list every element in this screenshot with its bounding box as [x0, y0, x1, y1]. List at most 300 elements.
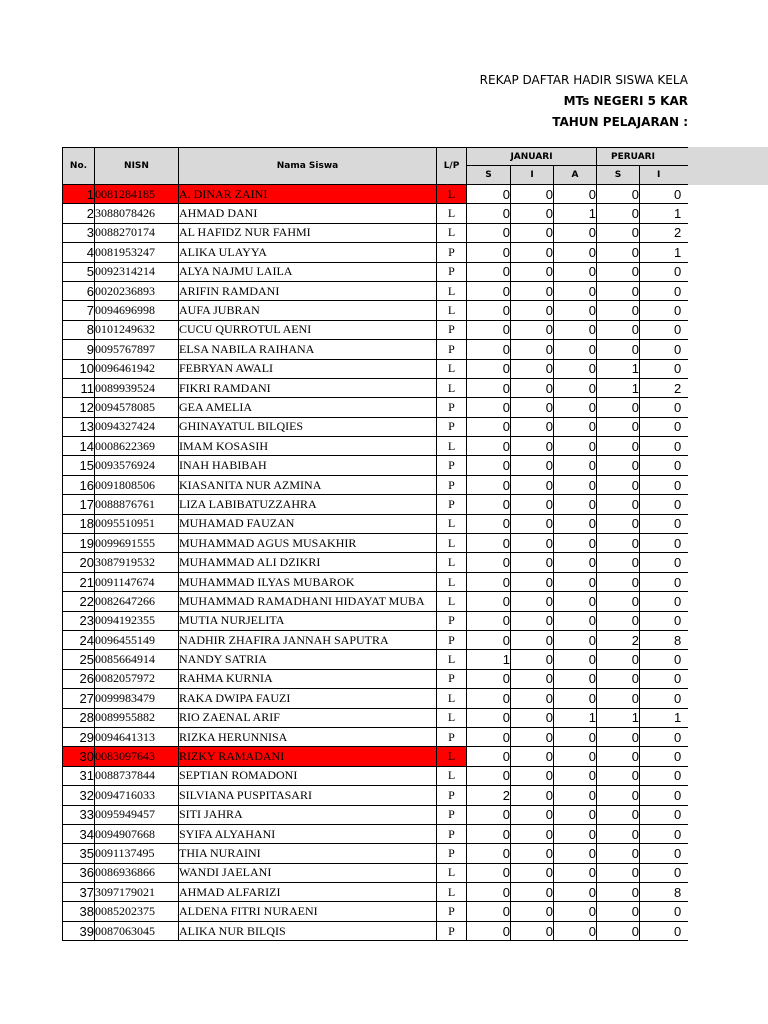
jan-a-cell[interactable]: 0 — [554, 844, 597, 863]
student-row[interactable] — [63, 630, 689, 649]
jan-a-cell[interactable]: 0 — [554, 378, 597, 397]
row-number[interactable]: 30 — [63, 747, 95, 766]
jan-a-cell[interactable]: 0 — [554, 883, 597, 902]
jan-a-cell[interactable]: 0 — [554, 669, 597, 688]
jan-s-cell[interactable]: 0 — [467, 185, 511, 204]
student-name-cell[interactable]: ALYA NAJMU LAILA — [179, 262, 437, 281]
feb-s-cell[interactable]: 0 — [597, 301, 640, 320]
feb-i-cell[interactable]: 0 — [640, 902, 689, 921]
feb-s-cell[interactable]: 1 — [597, 378, 640, 397]
nisn-cell[interactable]: 0095510951 — [95, 514, 179, 533]
jan-s-cell[interactable]: 0 — [467, 417, 511, 436]
student-row[interactable] — [63, 611, 689, 630]
jan-i-cell[interactable]: 0 — [511, 747, 554, 766]
jan-s-cell[interactable]: 0 — [467, 301, 511, 320]
student-row[interactable] — [63, 475, 689, 494]
gender-cell[interactable]: P — [437, 398, 467, 417]
feb-i-cell[interactable]: 0 — [640, 340, 689, 359]
feb-i-cell[interactable]: 0 — [640, 650, 689, 669]
feb-s-cell[interactable]: 0 — [597, 572, 640, 591]
jan-a-cell[interactable]: 0 — [554, 437, 597, 456]
student-row[interactable] — [63, 456, 689, 475]
nisn-cell[interactable]: 3088078426 — [95, 204, 179, 223]
row-number[interactable]: 4 — [63, 243, 95, 262]
jan-s-cell[interactable]: 0 — [467, 592, 511, 611]
jan-i-cell[interactable]: 0 — [511, 281, 554, 300]
jan-i-cell[interactable]: 0 — [511, 398, 554, 417]
nisn-cell[interactable]: 0081284185 — [95, 185, 179, 204]
gender-cell[interactable]: L — [437, 204, 467, 223]
feb-i-cell[interactable]: 0 — [640, 281, 689, 300]
jan-a-cell[interactable]: 0 — [554, 592, 597, 611]
nisn-cell[interactable]: 0101249632 — [95, 320, 179, 339]
jan-i-cell[interactable]: 0 — [511, 359, 554, 378]
feb-i-cell[interactable]: 0 — [640, 475, 689, 494]
feb-s-cell[interactable]: 0 — [597, 262, 640, 281]
row-number[interactable]: 9 — [63, 340, 95, 359]
feb-s-cell[interactable]: 0 — [597, 456, 640, 475]
row-number[interactable]: 12 — [63, 398, 95, 417]
jan-s-cell[interactable]: 1 — [467, 650, 511, 669]
jan-s-cell[interactable]: 0 — [467, 553, 511, 572]
gender-cell[interactable]: P — [437, 456, 467, 475]
jan-i-cell[interactable]: 0 — [511, 689, 554, 708]
row-number[interactable]: 15 — [63, 456, 95, 475]
feb-s-cell[interactable]: 0 — [597, 398, 640, 417]
student-row[interactable] — [63, 902, 689, 921]
nisn-cell[interactable]: 0087063045 — [95, 921, 179, 940]
feb-i-cell[interactable]: 0 — [640, 727, 689, 746]
jan-i-cell[interactable]: 0 — [511, 805, 554, 824]
nisn-cell[interactable]: 0091808506 — [95, 475, 179, 494]
feb-s-cell[interactable]: 0 — [597, 786, 640, 805]
feb-i-cell[interactable]: 1 — [640, 708, 689, 727]
feb-i-cell[interactable]: 0 — [640, 572, 689, 591]
nisn-cell[interactable]: 0008622369 — [95, 437, 179, 456]
row-number[interactable]: 32 — [63, 786, 95, 805]
jan-s-cell[interactable]: 0 — [467, 320, 511, 339]
student-name-cell[interactable]: FIKRI RAMDANI — [179, 378, 437, 397]
feb-s-cell[interactable]: 0 — [597, 514, 640, 533]
student-name-cell[interactable]: MUTIA NURJELITA — [179, 611, 437, 630]
student-row[interactable] — [63, 883, 689, 902]
student-name-cell[interactable]: CUCU QURROTUL AENI — [179, 320, 437, 339]
gender-cell[interactable]: L — [437, 534, 467, 553]
student-name-cell[interactable]: ALIKA NUR BILQIS — [179, 921, 437, 940]
gender-cell[interactable]: L — [437, 553, 467, 572]
feb-s-cell[interactable]: 0 — [597, 475, 640, 494]
nisn-cell[interactable]: 0082647266 — [95, 592, 179, 611]
feb-i-cell[interactable]: 0 — [640, 185, 689, 204]
jan-a-cell[interactable]: 0 — [554, 727, 597, 746]
nisn-cell[interactable]: 0094192355 — [95, 611, 179, 630]
jan-s-cell[interactable]: 0 — [467, 883, 511, 902]
jan-s-cell[interactable]: 2 — [467, 786, 511, 805]
feb-i-cell[interactable]: 8 — [640, 883, 689, 902]
jan-i-cell[interactable]: 0 — [511, 514, 554, 533]
gender-cell[interactable]: P — [437, 921, 467, 940]
feb-s-cell[interactable]: 0 — [597, 883, 640, 902]
jan-i-cell[interactable]: 0 — [511, 417, 554, 436]
feb-i-cell[interactable]: 0 — [640, 398, 689, 417]
gender-cell[interactable]: L — [437, 281, 467, 300]
nisn-cell[interactable]: 0088270174 — [95, 223, 179, 242]
row-number[interactable]: 38 — [63, 902, 95, 921]
feb-s-cell[interactable]: 0 — [597, 844, 640, 863]
jan-s-cell[interactable]: 0 — [467, 611, 511, 630]
jan-i-cell[interactable]: 0 — [511, 708, 554, 727]
student-row[interactable] — [63, 437, 689, 456]
row-number[interactable]: 26 — [63, 669, 95, 688]
row-number[interactable]: 17 — [63, 495, 95, 514]
jan-i-cell[interactable]: 0 — [511, 883, 554, 902]
gender-cell[interactable]: P — [437, 630, 467, 649]
student-row[interactable] — [63, 320, 689, 339]
student-row[interactable] — [63, 495, 689, 514]
jan-s-cell[interactable]: 0 — [467, 747, 511, 766]
nisn-cell[interactable]: 0081953247 — [95, 243, 179, 262]
student-name-cell[interactable]: AHMAD ALFARIZI — [179, 883, 437, 902]
jan-s-cell[interactable]: 0 — [467, 281, 511, 300]
student-row[interactable] — [63, 262, 689, 281]
feb-s-cell[interactable]: 0 — [597, 495, 640, 514]
jan-a-cell[interactable]: 0 — [554, 572, 597, 591]
jan-i-cell[interactable]: 0 — [511, 669, 554, 688]
jan-s-cell[interactable]: 0 — [467, 223, 511, 242]
jan-a-cell[interactable]: 0 — [554, 495, 597, 514]
feb-i-cell[interactable]: 0 — [640, 359, 689, 378]
feb-i-cell[interactable]: 0 — [640, 805, 689, 824]
feb-s-cell[interactable]: 0 — [597, 766, 640, 785]
jan-i-cell[interactable]: 0 — [511, 592, 554, 611]
row-number[interactable]: 16 — [63, 475, 95, 494]
feb-s-cell[interactable]: 0 — [597, 437, 640, 456]
jan-a-cell[interactable]: 0 — [554, 921, 597, 940]
jan-i-cell[interactable]: 0 — [511, 340, 554, 359]
jan-a-cell[interactable]: 0 — [554, 301, 597, 320]
gender-cell[interactable]: L — [437, 572, 467, 591]
row-number[interactable]: 1 — [63, 185, 95, 204]
jan-s-cell[interactable]: 0 — [467, 534, 511, 553]
row-number[interactable]: 19 — [63, 534, 95, 553]
jan-i-cell[interactable]: 0 — [511, 863, 554, 882]
feb-s-cell[interactable]: 0 — [597, 650, 640, 669]
nisn-cell[interactable]: 0088737844 — [95, 766, 179, 785]
jan-i-cell[interactable]: 0 — [511, 378, 554, 397]
jan-s-cell[interactable]: 0 — [467, 708, 511, 727]
feb-s-cell[interactable]: 0 — [597, 223, 640, 242]
nisn-cell[interactable]: 0085664914 — [95, 650, 179, 669]
jan-a-cell[interactable]: 0 — [554, 456, 597, 475]
jan-a-cell[interactable]: 0 — [554, 786, 597, 805]
jan-i-cell[interactable]: 0 — [511, 650, 554, 669]
student-name-cell[interactable]: ELSA NABILA RAIHANA — [179, 340, 437, 359]
feb-i-cell[interactable]: 0 — [640, 437, 689, 456]
row-number[interactable]: 7 — [63, 301, 95, 320]
jan-i-cell[interactable]: 0 — [511, 902, 554, 921]
jan-i-cell[interactable]: 0 — [511, 495, 554, 514]
jan-a-cell[interactable]: 0 — [554, 281, 597, 300]
student-name-cell[interactable]: ALIKA ULAYYA — [179, 243, 437, 262]
gender-cell[interactable]: L — [437, 650, 467, 669]
feb-s-cell[interactable]: 0 — [597, 281, 640, 300]
feb-i-cell[interactable]: 0 — [640, 592, 689, 611]
gender-cell[interactable]: L — [437, 708, 467, 727]
jan-s-cell[interactable]: 0 — [467, 456, 511, 475]
row-number[interactable]: 37 — [63, 883, 95, 902]
jan-i-cell[interactable]: 0 — [511, 844, 554, 863]
feb-i-cell[interactable]: 0 — [640, 301, 689, 320]
row-number[interactable]: 28 — [63, 708, 95, 727]
student-name-cell[interactable]: RIO ZAENAL ARIF — [179, 708, 437, 727]
nisn-cell[interactable]: 0096461942 — [95, 359, 179, 378]
student-row[interactable] — [63, 281, 689, 300]
jan-s-cell[interactable]: 0 — [467, 243, 511, 262]
student-name-cell[interactable]: FEBRYAN AWALI — [179, 359, 437, 378]
nisn-cell[interactable]: 0095767897 — [95, 340, 179, 359]
jan-a-cell[interactable]: 0 — [554, 534, 597, 553]
jan-a-cell[interactable]: 0 — [554, 185, 597, 204]
student-row[interactable] — [63, 669, 689, 688]
jan-s-cell[interactable]: 0 — [467, 475, 511, 494]
row-number[interactable]: 5 — [63, 262, 95, 281]
row-number[interactable]: 35 — [63, 844, 95, 863]
jan-s-cell[interactable]: 0 — [467, 437, 511, 456]
feb-s-cell[interactable]: 0 — [597, 553, 640, 572]
gender-cell[interactable]: L — [437, 223, 467, 242]
jan-s-cell[interactable]: 0 — [467, 863, 511, 882]
student-name-cell[interactable]: AUFA JUBRAN — [179, 301, 437, 320]
jan-i-cell[interactable]: 0 — [511, 301, 554, 320]
student-name-cell[interactable]: KIASANITA NUR AZMINA — [179, 475, 437, 494]
row-number[interactable]: 6 — [63, 281, 95, 300]
student-name-cell[interactable]: AL HAFIDZ NUR FAHMI — [179, 223, 437, 242]
row-number[interactable]: 8 — [63, 320, 95, 339]
gender-cell[interactable]: P — [437, 902, 467, 921]
student-row[interactable] — [63, 417, 689, 436]
student-row[interactable] — [63, 805, 689, 824]
feb-i-cell[interactable]: 2 — [640, 378, 689, 397]
nisn-cell[interactable]: 0089955882 — [95, 708, 179, 727]
nisn-cell[interactable]: 0089939524 — [95, 378, 179, 397]
nisn-cell[interactable]: 0095949457 — [95, 805, 179, 824]
row-number[interactable]: 20 — [63, 553, 95, 572]
student-row[interactable] — [63, 708, 689, 727]
nisn-cell[interactable]: 0083097643 — [95, 747, 179, 766]
student-name-cell[interactable]: IMAM KOSASIH — [179, 437, 437, 456]
student-name-cell[interactable]: RAHMA KURNIA — [179, 669, 437, 688]
row-number[interactable]: 14 — [63, 437, 95, 456]
student-name-cell[interactable]: RIZKA HERUNNISA — [179, 727, 437, 746]
student-row[interactable] — [63, 301, 689, 320]
gender-cell[interactable]: L — [437, 359, 467, 378]
jan-a-cell[interactable]: 0 — [554, 398, 597, 417]
nisn-cell[interactable]: 0086936866 — [95, 863, 179, 882]
jan-a-cell[interactable]: 0 — [554, 262, 597, 281]
feb-s-cell[interactable]: 0 — [597, 340, 640, 359]
nisn-cell[interactable]: 0091137495 — [95, 844, 179, 863]
jan-s-cell[interactable]: 0 — [467, 824, 511, 843]
jan-s-cell[interactable]: 0 — [467, 359, 511, 378]
feb-i-cell[interactable]: 0 — [640, 786, 689, 805]
gender-cell[interactable]: L — [437, 592, 467, 611]
student-row[interactable] — [63, 747, 689, 766]
feb-s-cell[interactable]: 0 — [597, 805, 640, 824]
feb-i-cell[interactable]: 1 — [640, 243, 689, 262]
gender-cell[interactable]: P — [437, 262, 467, 281]
student-row[interactable] — [63, 378, 689, 397]
row-number[interactable]: 22 — [63, 592, 95, 611]
gender-cell[interactable]: P — [437, 320, 467, 339]
feb-i-cell[interactable]: 1 — [640, 204, 689, 223]
student-name-cell[interactable]: SITI JAHRA — [179, 805, 437, 824]
row-number[interactable]: 39 — [63, 921, 95, 940]
gender-cell[interactable]: P — [437, 340, 467, 359]
gender-cell[interactable]: P — [437, 844, 467, 863]
gender-cell[interactable]: L — [437, 514, 467, 533]
jan-s-cell[interactable]: 0 — [467, 727, 511, 746]
jan-a-cell[interactable]: 0 — [554, 689, 597, 708]
feb-s-cell[interactable]: 0 — [597, 863, 640, 882]
student-name-cell[interactable]: GHINAYATUL BILQIES — [179, 417, 437, 436]
feb-i-cell[interactable]: 0 — [640, 262, 689, 281]
student-name-cell[interactable]: WANDI JAELANI — [179, 863, 437, 882]
nisn-cell[interactable]: 0094327424 — [95, 417, 179, 436]
student-row[interactable] — [63, 650, 689, 669]
nisn-cell[interactable]: 0088876761 — [95, 495, 179, 514]
feb-s-cell[interactable]: 1 — [597, 359, 640, 378]
feb-s-cell[interactable]: 0 — [597, 669, 640, 688]
feb-i-cell[interactable]: 0 — [640, 766, 689, 785]
row-number[interactable]: 11 — [63, 378, 95, 397]
student-name-cell[interactable]: LIZA LABIBATUZZAHRA — [179, 495, 437, 514]
feb-i-cell[interactable]: 0 — [640, 611, 689, 630]
jan-a-cell[interactable]: 1 — [554, 204, 597, 223]
student-row[interactable] — [63, 514, 689, 533]
nisn-cell[interactable]: 0094907668 — [95, 824, 179, 843]
student-name-cell[interactable]: MUHAMMAD ALI DZIKRI — [179, 553, 437, 572]
nisn-cell[interactable]: 0099691555 — [95, 534, 179, 553]
jan-i-cell[interactable]: 0 — [511, 766, 554, 785]
jan-s-cell[interactable]: 0 — [467, 398, 511, 417]
jan-i-cell[interactable]: 0 — [511, 786, 554, 805]
student-row[interactable] — [63, 592, 689, 611]
feb-s-cell[interactable]: 0 — [597, 320, 640, 339]
student-name-cell[interactable]: A. DINAR ZAINI — [179, 185, 437, 204]
student-row[interactable] — [63, 243, 689, 262]
jan-i-cell[interactable]: 0 — [511, 456, 554, 475]
nisn-cell[interactable]: 0091147674 — [95, 572, 179, 591]
jan-s-cell[interactable]: 0 — [467, 669, 511, 688]
feb-s-cell[interactable]: 0 — [597, 204, 640, 223]
gender-cell[interactable]: L — [437, 689, 467, 708]
jan-a-cell[interactable]: 0 — [554, 805, 597, 824]
feb-i-cell[interactable]: 0 — [640, 844, 689, 863]
jan-a-cell[interactable]: 0 — [554, 824, 597, 843]
jan-a-cell[interactable]: 0 — [554, 243, 597, 262]
jan-a-cell[interactable]: 0 — [554, 475, 597, 494]
row-number[interactable]: 21 — [63, 572, 95, 591]
nisn-cell[interactable]: 0094716033 — [95, 786, 179, 805]
jan-s-cell[interactable]: 0 — [467, 204, 511, 223]
student-row[interactable] — [63, 359, 689, 378]
row-number[interactable]: 2 — [63, 204, 95, 223]
row-number[interactable]: 18 — [63, 514, 95, 533]
feb-s-cell[interactable]: 0 — [597, 902, 640, 921]
gender-cell[interactable]: L — [437, 301, 467, 320]
feb-i-cell[interactable]: 8 — [640, 630, 689, 649]
student-name-cell[interactable]: MUHAMAD FAUZAN — [179, 514, 437, 533]
feb-s-cell[interactable]: 0 — [597, 243, 640, 262]
student-row[interactable] — [63, 786, 689, 805]
jan-s-cell[interactable]: 0 — [467, 689, 511, 708]
gender-cell[interactable]: P — [437, 669, 467, 688]
feb-i-cell[interactable]: 0 — [640, 747, 689, 766]
feb-i-cell[interactable]: 0 — [640, 553, 689, 572]
row-number[interactable]: 34 — [63, 824, 95, 843]
row-number[interactable]: 27 — [63, 689, 95, 708]
student-name-cell[interactable]: THIA NURAINI — [179, 844, 437, 863]
jan-i-cell[interactable]: 0 — [511, 534, 554, 553]
jan-s-cell[interactable]: 0 — [467, 921, 511, 940]
jan-s-cell[interactable]: 0 — [467, 378, 511, 397]
feb-s-cell[interactable]: 0 — [597, 747, 640, 766]
nisn-cell[interactable]: 3097179021 — [95, 883, 179, 902]
feb-i-cell[interactable]: 0 — [640, 669, 689, 688]
feb-s-cell[interactable]: 0 — [597, 727, 640, 746]
gender-cell[interactable]: L — [437, 437, 467, 456]
feb-i-cell[interactable]: 0 — [640, 514, 689, 533]
student-name-cell[interactable]: ARIFIN RAMDANI — [179, 281, 437, 300]
jan-a-cell[interactable]: 0 — [554, 417, 597, 436]
feb-s-cell[interactable]: 1 — [597, 708, 640, 727]
row-number[interactable]: 29 — [63, 727, 95, 746]
student-row[interactable] — [63, 398, 689, 417]
nisn-cell[interactable]: 0096455149 — [95, 630, 179, 649]
jan-a-cell[interactable]: 0 — [554, 223, 597, 242]
jan-a-cell[interactable]: 0 — [554, 902, 597, 921]
jan-i-cell[interactable]: 0 — [511, 223, 554, 242]
row-number[interactable]: 33 — [63, 805, 95, 824]
feb-s-cell[interactable]: 0 — [597, 824, 640, 843]
jan-a-cell[interactable]: 0 — [554, 863, 597, 882]
jan-a-cell[interactable]: 0 — [554, 630, 597, 649]
gender-cell[interactable]: L — [437, 863, 467, 882]
jan-s-cell[interactable]: 0 — [467, 572, 511, 591]
jan-a-cell[interactable]: 0 — [554, 359, 597, 378]
student-row[interactable] — [63, 844, 689, 863]
student-name-cell[interactable]: MUHAMMAD RAMADHANI HIDAYAT MUBA — [179, 592, 437, 611]
gender-cell[interactable]: L — [437, 185, 467, 204]
student-name-cell[interactable]: SYIFA ALYAHANI — [179, 824, 437, 843]
jan-s-cell[interactable]: 0 — [467, 630, 511, 649]
feb-i-cell[interactable]: 0 — [640, 456, 689, 475]
nisn-cell[interactable]: 0094641313 — [95, 727, 179, 746]
row-number[interactable]: 23 — [63, 611, 95, 630]
student-name-cell[interactable]: MUHAMMAD ILYAS MUBAROK — [179, 572, 437, 591]
gender-cell[interactable]: P — [437, 475, 467, 494]
gender-cell[interactable]: P — [437, 243, 467, 262]
feb-i-cell[interactable]: 2 — [640, 223, 689, 242]
row-number[interactable]: 3 — [63, 223, 95, 242]
jan-i-cell[interactable]: 0 — [511, 553, 554, 572]
nisn-cell[interactable]: 0099983479 — [95, 689, 179, 708]
feb-s-cell[interactable]: 0 — [597, 185, 640, 204]
nisn-cell[interactable]: 0082057972 — [95, 669, 179, 688]
jan-a-cell[interactable]: 0 — [554, 611, 597, 630]
jan-a-cell[interactable]: 0 — [554, 340, 597, 359]
gender-cell[interactable]: P — [437, 611, 467, 630]
